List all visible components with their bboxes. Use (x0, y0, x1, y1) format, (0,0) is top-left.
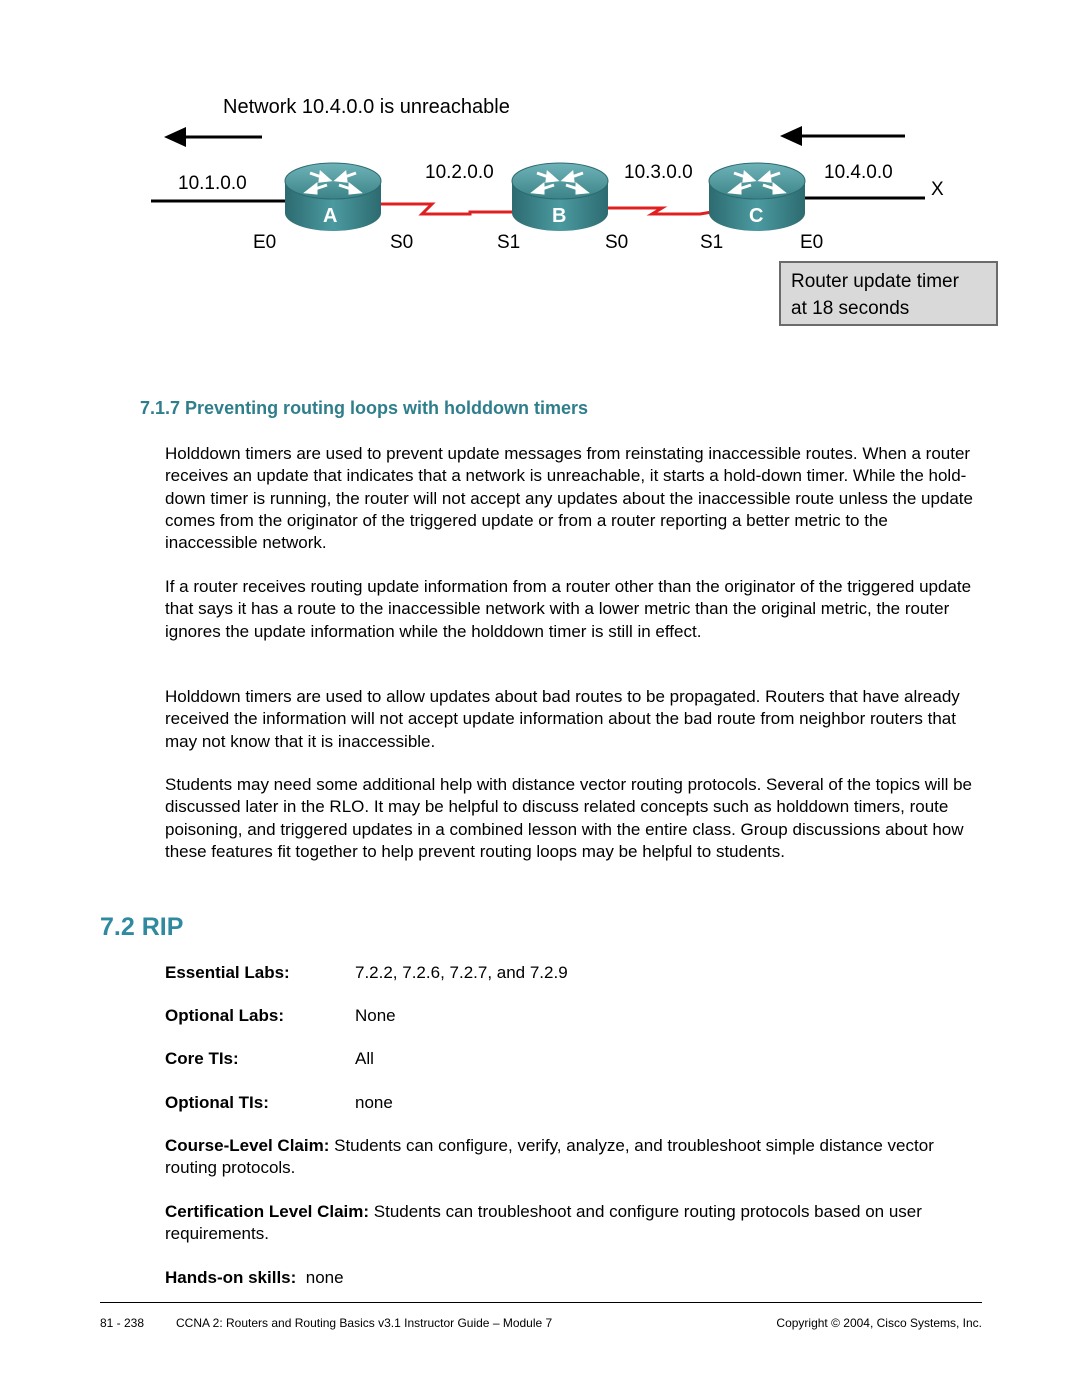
lab-value: none (355, 1093, 393, 1112)
port-label: S0 (605, 232, 629, 253)
port-label: S1 (700, 232, 724, 253)
subsection-heading: 7.1.7 Preventing routing loops with holddown timers (140, 398, 589, 418)
left-arrow-icon (780, 126, 905, 146)
router-b-label: B (552, 205, 567, 227)
paragraph: Holddown timers are used to prevent update messages from reinstating inaccessible routes. When a router receives an update that indicates that a network is unreachable, it starts a hold-down timer. While the hold-down timer is running, the router will not accept any updates about the inaccessible route unless the update comes from the originator of the triggered update or from a router reporting a better metric to the inaccessible network. (165, 444, 973, 553)
hands-on-skills (165, 1267, 985, 1289)
paragraph: Holddown timers are used to allow updates about bad routes to be propagated. Routers that have already received the information will not accept update information about the bad route from neighbor routers that may not know that it is inaccessible. (165, 687, 960, 751)
footer-title: CCNA 2: Routers and Routing Basics v3.1 Instructor Guide – Module 7 (176, 1316, 553, 1330)
claim-text: Students can troubleshoot and configure routing protocols based on user requirements. (165, 1202, 922, 1244)
lab-value: 7.2.2, 7.2.6, 7.2.7, and 7.2.9 (355, 963, 568, 982)
network-label: 10.2.0.0 (425, 162, 494, 183)
lab-key: Optional TIs: (165, 1093, 269, 1112)
network-label: 10.4.0.0 (824, 162, 893, 183)
network-label: 10.3.0.0 (624, 162, 693, 183)
claim-text: none (296, 1268, 344, 1287)
lab-key: Optional Labs: (165, 1006, 284, 1025)
paragraph: Students may need some additional help with distance vector routing protocols. Several of the topics will be discussed later in the RLO. It may be helpful to discuss related concepts such as holddown timers, route poisoning, and triggered updates in a combined lesson with the entire class. Group discussions about how these features fit together to help prevent routing loops may be helpful to students. (165, 775, 973, 861)
router-a-label: A (323, 205, 338, 227)
port-label: E0 (800, 232, 824, 253)
router-c-icon (709, 163, 805, 231)
serial-link-bc (606, 208, 712, 214)
footer-page-number: 81 - 238 (100, 1316, 145, 1330)
router-a-icon (285, 163, 381, 231)
lab-value: None (355, 1006, 396, 1025)
port-label: S1 (497, 232, 521, 253)
router-c-label: C (749, 205, 764, 227)
footer-divider (100, 1302, 982, 1303)
lab-key: Core TIs: (165, 1049, 239, 1068)
claim-label: Course-Level Claim: (165, 1136, 330, 1155)
claim-label: Certification Level Claim: (165, 1202, 370, 1221)
paragraph: If a router receives routing update information from a router other than the originator of the triggered update that says it has a route to the inaccessible network with a lower metric than the original metric, the router ignores the update information while the holddown timer is still in effect. (165, 577, 972, 641)
serial-link-ab (378, 204, 515, 214)
router-b-icon (512, 163, 608, 231)
claim-label: Hands-on skills: (165, 1268, 297, 1287)
section-heading: 7.2 RIP (100, 913, 184, 941)
footer-copyright: Copyright © 2004, Cisco Systems, Inc. (776, 1316, 982, 1330)
timer-box-line: at 18 seconds (791, 298, 910, 319)
unreachable-mark: X (931, 179, 944, 200)
lab-value: All (355, 1049, 374, 1068)
lab-key: Essential Labs: (165, 963, 290, 982)
port-label: S0 (390, 232, 414, 253)
diagram-title: Network 10.4.0.0 is unreachable (223, 96, 510, 118)
timer-box-line: Router update timer (791, 271, 959, 292)
course-level-claim (165, 1135, 985, 1180)
certification-level-claim (165, 1201, 985, 1246)
network-label: 10.1.0.0 (178, 173, 247, 194)
router-update-timer-box (779, 261, 998, 326)
port-label: E0 (253, 232, 277, 253)
left-arrow-icon (164, 127, 262, 147)
claim-text: Students can configure, verify, analyze, and troubleshoot simple distance vector routing protocols. (165, 1136, 934, 1178)
